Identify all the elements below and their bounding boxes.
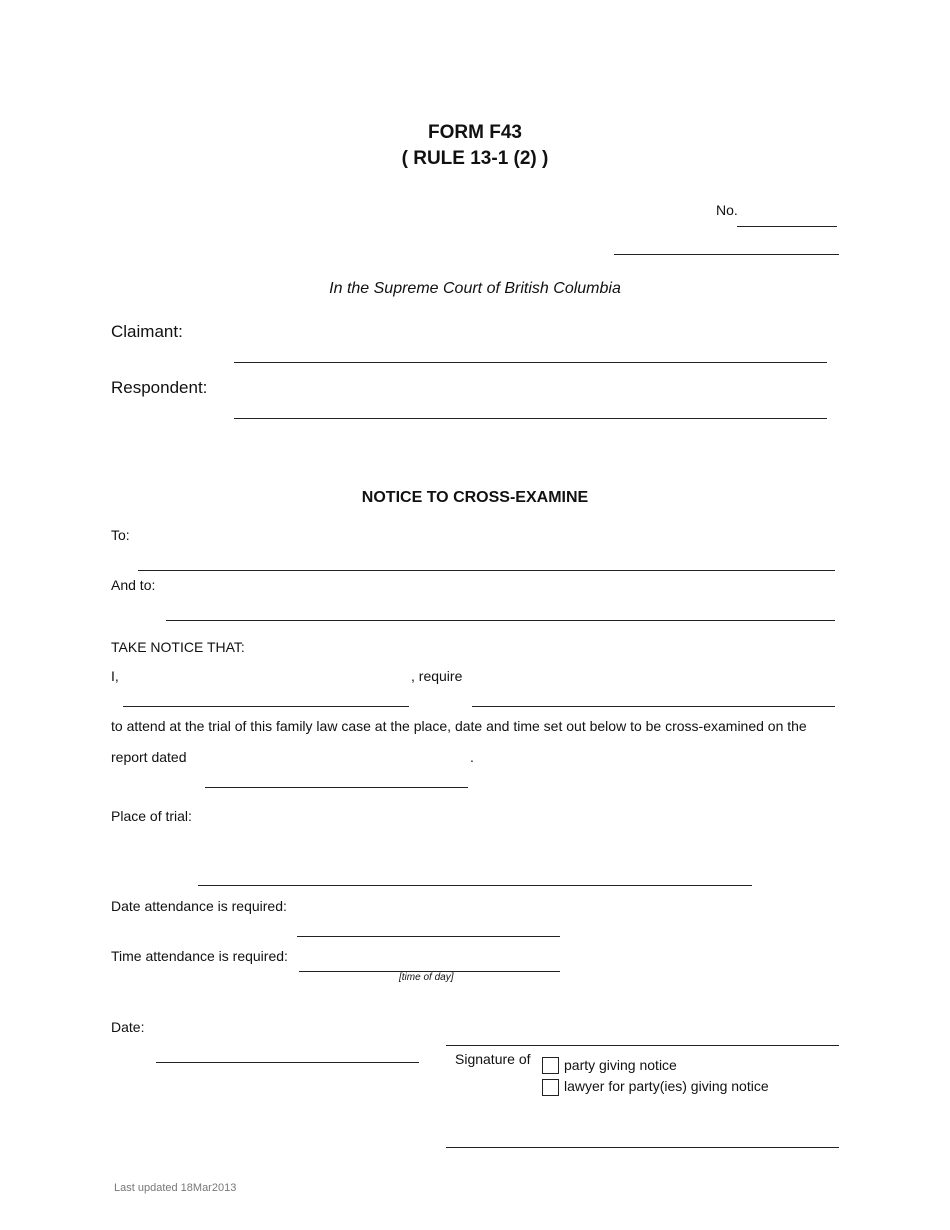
signature-field[interactable]	[446, 1147, 839, 1148]
time-attendance-label: Time attendance is required:	[111, 948, 288, 964]
to-label: To:	[111, 527, 130, 543]
require-label: , require	[411, 668, 463, 684]
take-notice-label: TAKE NOTICE THAT:	[111, 639, 245, 655]
signature-of-label: Signature of	[455, 1051, 531, 1067]
claimant-field[interactable]	[234, 362, 827, 363]
date-attendance-label: Date attendance is required:	[111, 898, 287, 914]
respondent-label: Respondent:	[111, 378, 208, 397]
claimant-label: Claimant:	[111, 322, 183, 341]
lawyer-option-label: lawyer for party(ies) giving notice	[564, 1078, 769, 1094]
and-to-label: And to:	[111, 577, 156, 593]
i-label: I,	[111, 668, 119, 684]
party-checkbox[interactable]	[542, 1057, 559, 1074]
report-dated-label: report dated	[111, 749, 187, 765]
notice-heading: NOTICE TO CROSS-EXAMINE	[361, 489, 589, 506]
attend-text: to attend at the trial of this family law case at the place, date and time set out below to be cross-examined on the	[111, 718, 807, 734]
report-date-field[interactable]	[205, 787, 468, 788]
time-of-day-hint: [time of day]	[399, 972, 454, 983]
place-of-trial-field[interactable]	[198, 885, 752, 886]
and-to-field[interactable]	[166, 620, 835, 621]
to-field[interactable]	[138, 570, 835, 571]
signature-top-line	[446, 1045, 839, 1046]
court-name: In the Supreme Court of British Columbia	[329, 280, 621, 297]
signing-date-field[interactable]	[156, 1062, 419, 1063]
file-number-label: No.	[716, 202, 738, 218]
lawyer-checkbox[interactable]	[542, 1079, 559, 1096]
form-title: FORM F43	[428, 122, 522, 143]
rule-reference: ( RULE 13-1 (2) )	[401, 148, 549, 169]
file-number-field[interactable]	[737, 226, 837, 227]
registry-field[interactable]	[614, 254, 839, 255]
respondent-field[interactable]	[234, 418, 827, 419]
required-person-field[interactable]	[472, 706, 835, 707]
notifier-name-field[interactable]	[123, 706, 409, 707]
last-updated-note: Last updated 18Mar2013	[114, 1182, 237, 1194]
place-of-trial-label: Place of trial:	[111, 808, 192, 824]
date-label: Date:	[111, 1019, 145, 1035]
party-option-label: party giving notice	[564, 1057, 677, 1073]
report-period: .	[470, 749, 474, 765]
date-attendance-field[interactable]	[297, 936, 560, 937]
